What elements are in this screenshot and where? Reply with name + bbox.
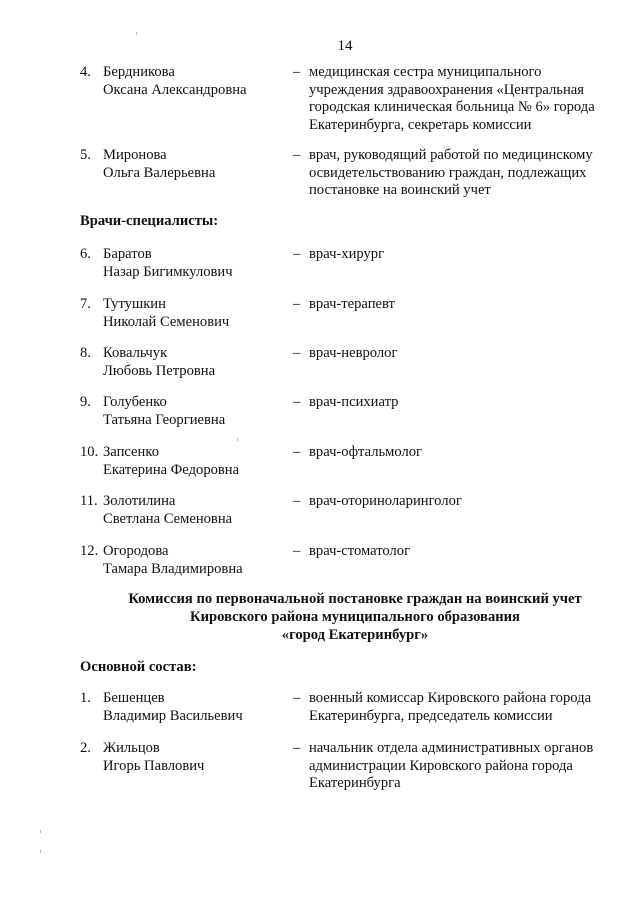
scan-mark bbox=[40, 850, 41, 853]
role-line: Екатеринбурга, секретарь комиссии bbox=[309, 116, 532, 133]
role-line: городская клиническая больница № 6» города bbox=[309, 99, 595, 115]
member-surname: Голубенко bbox=[103, 394, 167, 410]
member-surname: Огородова bbox=[103, 543, 169, 559]
member-role bbox=[309, 246, 619, 264]
role-line: врач-оториноларинголог bbox=[309, 493, 462, 509]
entry-number: 4. bbox=[80, 64, 91, 80]
member-given-names: Игорь Павлович bbox=[103, 757, 205, 774]
entry-number: 11. bbox=[80, 493, 98, 509]
member-name bbox=[103, 246, 283, 281]
member-surname: Бешенцев bbox=[103, 690, 165, 706]
member-role bbox=[309, 345, 619, 363]
dash: – bbox=[293, 64, 301, 80]
role-line: Екатеринбурга, председатель комиссии bbox=[309, 707, 553, 724]
role-line: постановке на воинский учет bbox=[309, 182, 491, 198]
entry-number: 7. bbox=[80, 296, 91, 312]
member-name bbox=[103, 493, 283, 528]
entry-number: 6. bbox=[80, 246, 91, 262]
role-line: врач, руководящий работой по медицинскому bbox=[309, 147, 593, 163]
member-role bbox=[309, 64, 619, 134]
member-role bbox=[309, 444, 619, 462]
section-heading-main: Основной состав: bbox=[80, 659, 197, 675]
scan-mark bbox=[40, 830, 41, 833]
member-given-names: Любовь Петровна bbox=[103, 362, 216, 379]
member-given-names: Ольга Валерьевна bbox=[103, 164, 216, 181]
member-name bbox=[103, 147, 283, 182]
entry-number: 8. bbox=[80, 345, 91, 361]
dash: – bbox=[293, 444, 301, 460]
member-role bbox=[309, 493, 619, 511]
role-line: освидетельствованию граждан, подлежащих bbox=[309, 164, 587, 181]
member-name bbox=[103, 690, 283, 725]
member-surname: Запсенко bbox=[103, 444, 159, 460]
dash: – bbox=[293, 296, 301, 312]
member-given-names: Татьяна Георгиевна bbox=[103, 411, 226, 428]
role-line: военный комиссар Кировского района города bbox=[309, 690, 592, 706]
commission-title-line: Комиссия по первоначальной постановке граждан на воинский учет bbox=[128, 591, 582, 607]
dash: – bbox=[293, 740, 301, 756]
entry-number: 2. bbox=[80, 740, 91, 756]
member-role bbox=[309, 690, 619, 725]
member-surname: Жильцов bbox=[103, 740, 160, 756]
role-line: начальник отдела административных органов bbox=[309, 740, 594, 756]
member-given-names: Владимир Васильевич bbox=[103, 707, 243, 724]
member-role bbox=[309, 543, 619, 561]
dash: – bbox=[293, 147, 301, 163]
role-line: администрации Кировского района города bbox=[309, 757, 573, 774]
member-given-names: Николай Семенович bbox=[103, 313, 230, 330]
member-given-names: Тамара Владимировна bbox=[103, 560, 243, 577]
role-line: врач-стоматолог bbox=[309, 543, 411, 559]
member-name bbox=[103, 740, 283, 775]
member-given-names: Назар Бигимкулович bbox=[103, 263, 233, 280]
commission-title bbox=[80, 590, 630, 644]
role-line: учреждения здравоохранения «Центральная bbox=[309, 81, 584, 98]
role-line: врач-невролог bbox=[309, 345, 398, 361]
role-line: врач-терапевт bbox=[309, 296, 395, 312]
dash: – bbox=[293, 543, 301, 559]
dash: – bbox=[293, 493, 301, 509]
section-heading-specialists: Врачи-специалисты: bbox=[80, 213, 219, 229]
member-given-names: Светлана Семеновна bbox=[103, 510, 233, 527]
member-name bbox=[103, 543, 283, 578]
dash: – bbox=[293, 246, 301, 262]
member-surname: Бердникова bbox=[103, 64, 175, 80]
member-role bbox=[309, 296, 619, 314]
role-line: врач-хирург bbox=[309, 246, 385, 262]
page-number: 14 bbox=[337, 38, 353, 54]
entry-number: 1. bbox=[80, 690, 91, 706]
member-given-names: Екатерина Федоровна bbox=[103, 461, 240, 478]
member-surname: Ковальчук bbox=[103, 345, 168, 361]
member-surname: Миронова bbox=[103, 147, 167, 163]
dash: – bbox=[293, 394, 301, 410]
member-surname: Баратов bbox=[103, 246, 152, 262]
dash: – bbox=[293, 345, 301, 361]
member-name bbox=[103, 296, 283, 331]
member-name bbox=[103, 345, 283, 380]
role-line: врач-психиатр bbox=[309, 394, 399, 410]
member-surname: Тутушкин bbox=[103, 296, 166, 312]
member-given-names: Оксана Александровна bbox=[103, 81, 247, 98]
dash: – bbox=[293, 690, 301, 706]
member-role bbox=[309, 740, 619, 793]
role-line: врач-офтальмолог bbox=[309, 444, 423, 460]
role-line: медицинская сестра муниципального bbox=[309, 64, 542, 80]
member-role bbox=[309, 147, 619, 200]
entry-number: 9. bbox=[80, 394, 91, 410]
member-role bbox=[309, 394, 619, 412]
entry-number: 12. bbox=[80, 543, 99, 559]
member-name bbox=[103, 64, 283, 99]
entry-number: 10. bbox=[80, 444, 99, 460]
member-surname: Золотилина bbox=[103, 493, 176, 509]
commission-title-line: «город Екатеринбург» bbox=[281, 627, 429, 643]
scan-mark bbox=[136, 32, 137, 35]
entry-number: 5. bbox=[80, 147, 91, 163]
member-name bbox=[103, 394, 283, 429]
member-name bbox=[103, 444, 283, 479]
commission-title-line: Кировского района муниципального образования bbox=[190, 609, 520, 625]
role-line: Екатеринбурга bbox=[309, 775, 401, 791]
scan-mark bbox=[237, 438, 238, 441]
